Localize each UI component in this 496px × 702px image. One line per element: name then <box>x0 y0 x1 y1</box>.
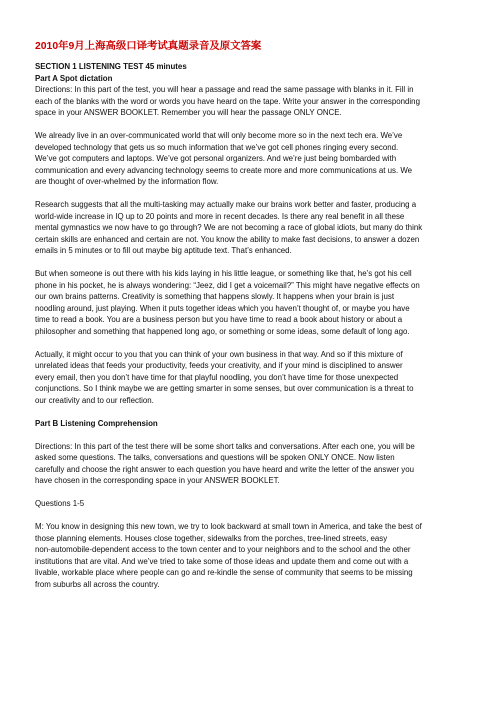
text-line: our creativity and to our reflection. <box>35 395 154 405</box>
dialogue-text <box>35 521 463 590</box>
text-line: space in your ANSWER BOOKLET. Remember you will hear the passage ONLY ONCE. <box>35 108 342 117</box>
text-line: institutions that are vital. And we’ve tried to take some of those ideas and update them and come out with a <box>35 556 409 566</box>
part-a-heading: Part A Spot dictation <box>35 73 113 83</box>
text-line: carefully and choose the right answer to each question you have heard and write the letter of the answer you <box>35 464 414 474</box>
text-line: asked some questions. The talks, conversations and questions will be spoken ONLY ONCE. Now listen <box>35 453 395 462</box>
text-line: We already live in an over-communicated world that will only become more so in the next tech era. We’ve <box>35 131 403 140</box>
text-line: world-wide increase in IQ up to 20 points and more in recent decades. Is there any real benefit in all these <box>35 211 405 221</box>
text-line: M: You know in designing this new town, we try to look backward at small town in America, and take the best of <box>35 522 422 531</box>
part-b-directions <box>35 441 463 487</box>
passage-paragraph-1 <box>35 130 463 188</box>
text-line: time to read a book. You are a business person but you have time to read a book about history or about a <box>35 315 403 324</box>
text-line: our own brains patterns. Creativity is something that happens slowly. It happens when your brain is just <box>35 292 395 301</box>
text-line: Directions: In this part of the test there will be some short talks and conversations. After each one, you will be <box>35 441 415 451</box>
passage-paragraph-3 <box>35 268 463 337</box>
text-line: are thought of over-whelmed by the information flow. <box>35 177 219 186</box>
text-line: conjunctions. So I think maybe we are getting smarter in some senses, but over communication is a threat to <box>35 384 414 393</box>
text-line: those planning elements. Houses close together, sidewalks from the porches, tree-lined streets, easy <box>35 533 388 543</box>
part-a-directions <box>35 84 463 119</box>
text-line: mental gymnastics we now have to go through? We are not becoming a race of global idiots, but many do think <box>35 223 423 232</box>
document-title: 2010年9月上海高级口译考试真题录音及原文答案 <box>35 41 262 52</box>
text-line: from suburbs all across the country. <box>35 579 160 589</box>
passage-paragraph-4 <box>35 349 463 407</box>
text-line: Research suggests that all the multi-tasking may actually make our brains work better and faster, producing a <box>35 200 417 209</box>
text-line: certain skills are enhanced and certain are not. You know the ability to make fast decisions, to answer a dozen <box>35 234 420 244</box>
text-line: each of the blanks with the word or words you have heard on the tape. Write your answer in the corresponding <box>35 96 420 106</box>
text-line: have chosen in the corresponding space in your ANSWER BOOKLET. <box>35 476 280 485</box>
text-line: noodling around, just playing. When it puts together ideas which you haven’t thought of, or maybe you have <box>35 303 410 313</box>
text-line: communication and every advancing technology seems to create more and more communications at us. We <box>35 165 413 175</box>
text-line: unrelated ideas that feeds your productivity, feeds your creativity, and if your mind is disciplined to answer <box>35 361 403 370</box>
text-line: emails in 5 minutes or to fill out maybe big aptitude text. That’s enhanced. <box>35 246 292 255</box>
questions-label: Questions 1-5 <box>35 499 85 508</box>
passage-paragraph-2 <box>35 199 463 257</box>
document-page <box>35 40 463 590</box>
text-line: We’ve got computers and laptops. We’ve got personal organizers. And we’re just being bombarded with <box>35 154 397 163</box>
text-line: developed technology that gets us so much information that we’ve got cell phones ringing every second. <box>35 142 399 152</box>
text-line: phone in his pocket, he is always wondering: “Jeez, did I get a voicemail?” This might have negative effects on <box>35 280 420 290</box>
text-line: philosopher and something that happened long ago, or something or some ideas, some default of long ago. <box>35 326 410 336</box>
text-line: Directions: In this part of the test, you will hear a passage and read the same passage with blanks in it. Fill in <box>35 85 414 94</box>
text-line: Actually, it might occur to you that you can think of your own business in that way. And so if this mixture of <box>35 349 403 359</box>
text-line: non-automobile-dependent access to the town center and to your neighbors and to the school and the other <box>35 545 411 554</box>
text-line: But when someone is out there with his kids laying in his little league, or something like that, he’s got his cell <box>35 269 412 278</box>
text-line: livable, workable place where people can go and re-kindle the sense of community that seems to be missing <box>35 568 413 577</box>
text-line: every email, then you don’t have time for that playful noodling, you don’t have time for those unexpected <box>35 372 399 382</box>
part-b-heading: Part B Listening Comprehension <box>35 418 158 428</box>
section-heading: SECTION 1 LISTENING TEST 45 minutes <box>35 62 187 71</box>
